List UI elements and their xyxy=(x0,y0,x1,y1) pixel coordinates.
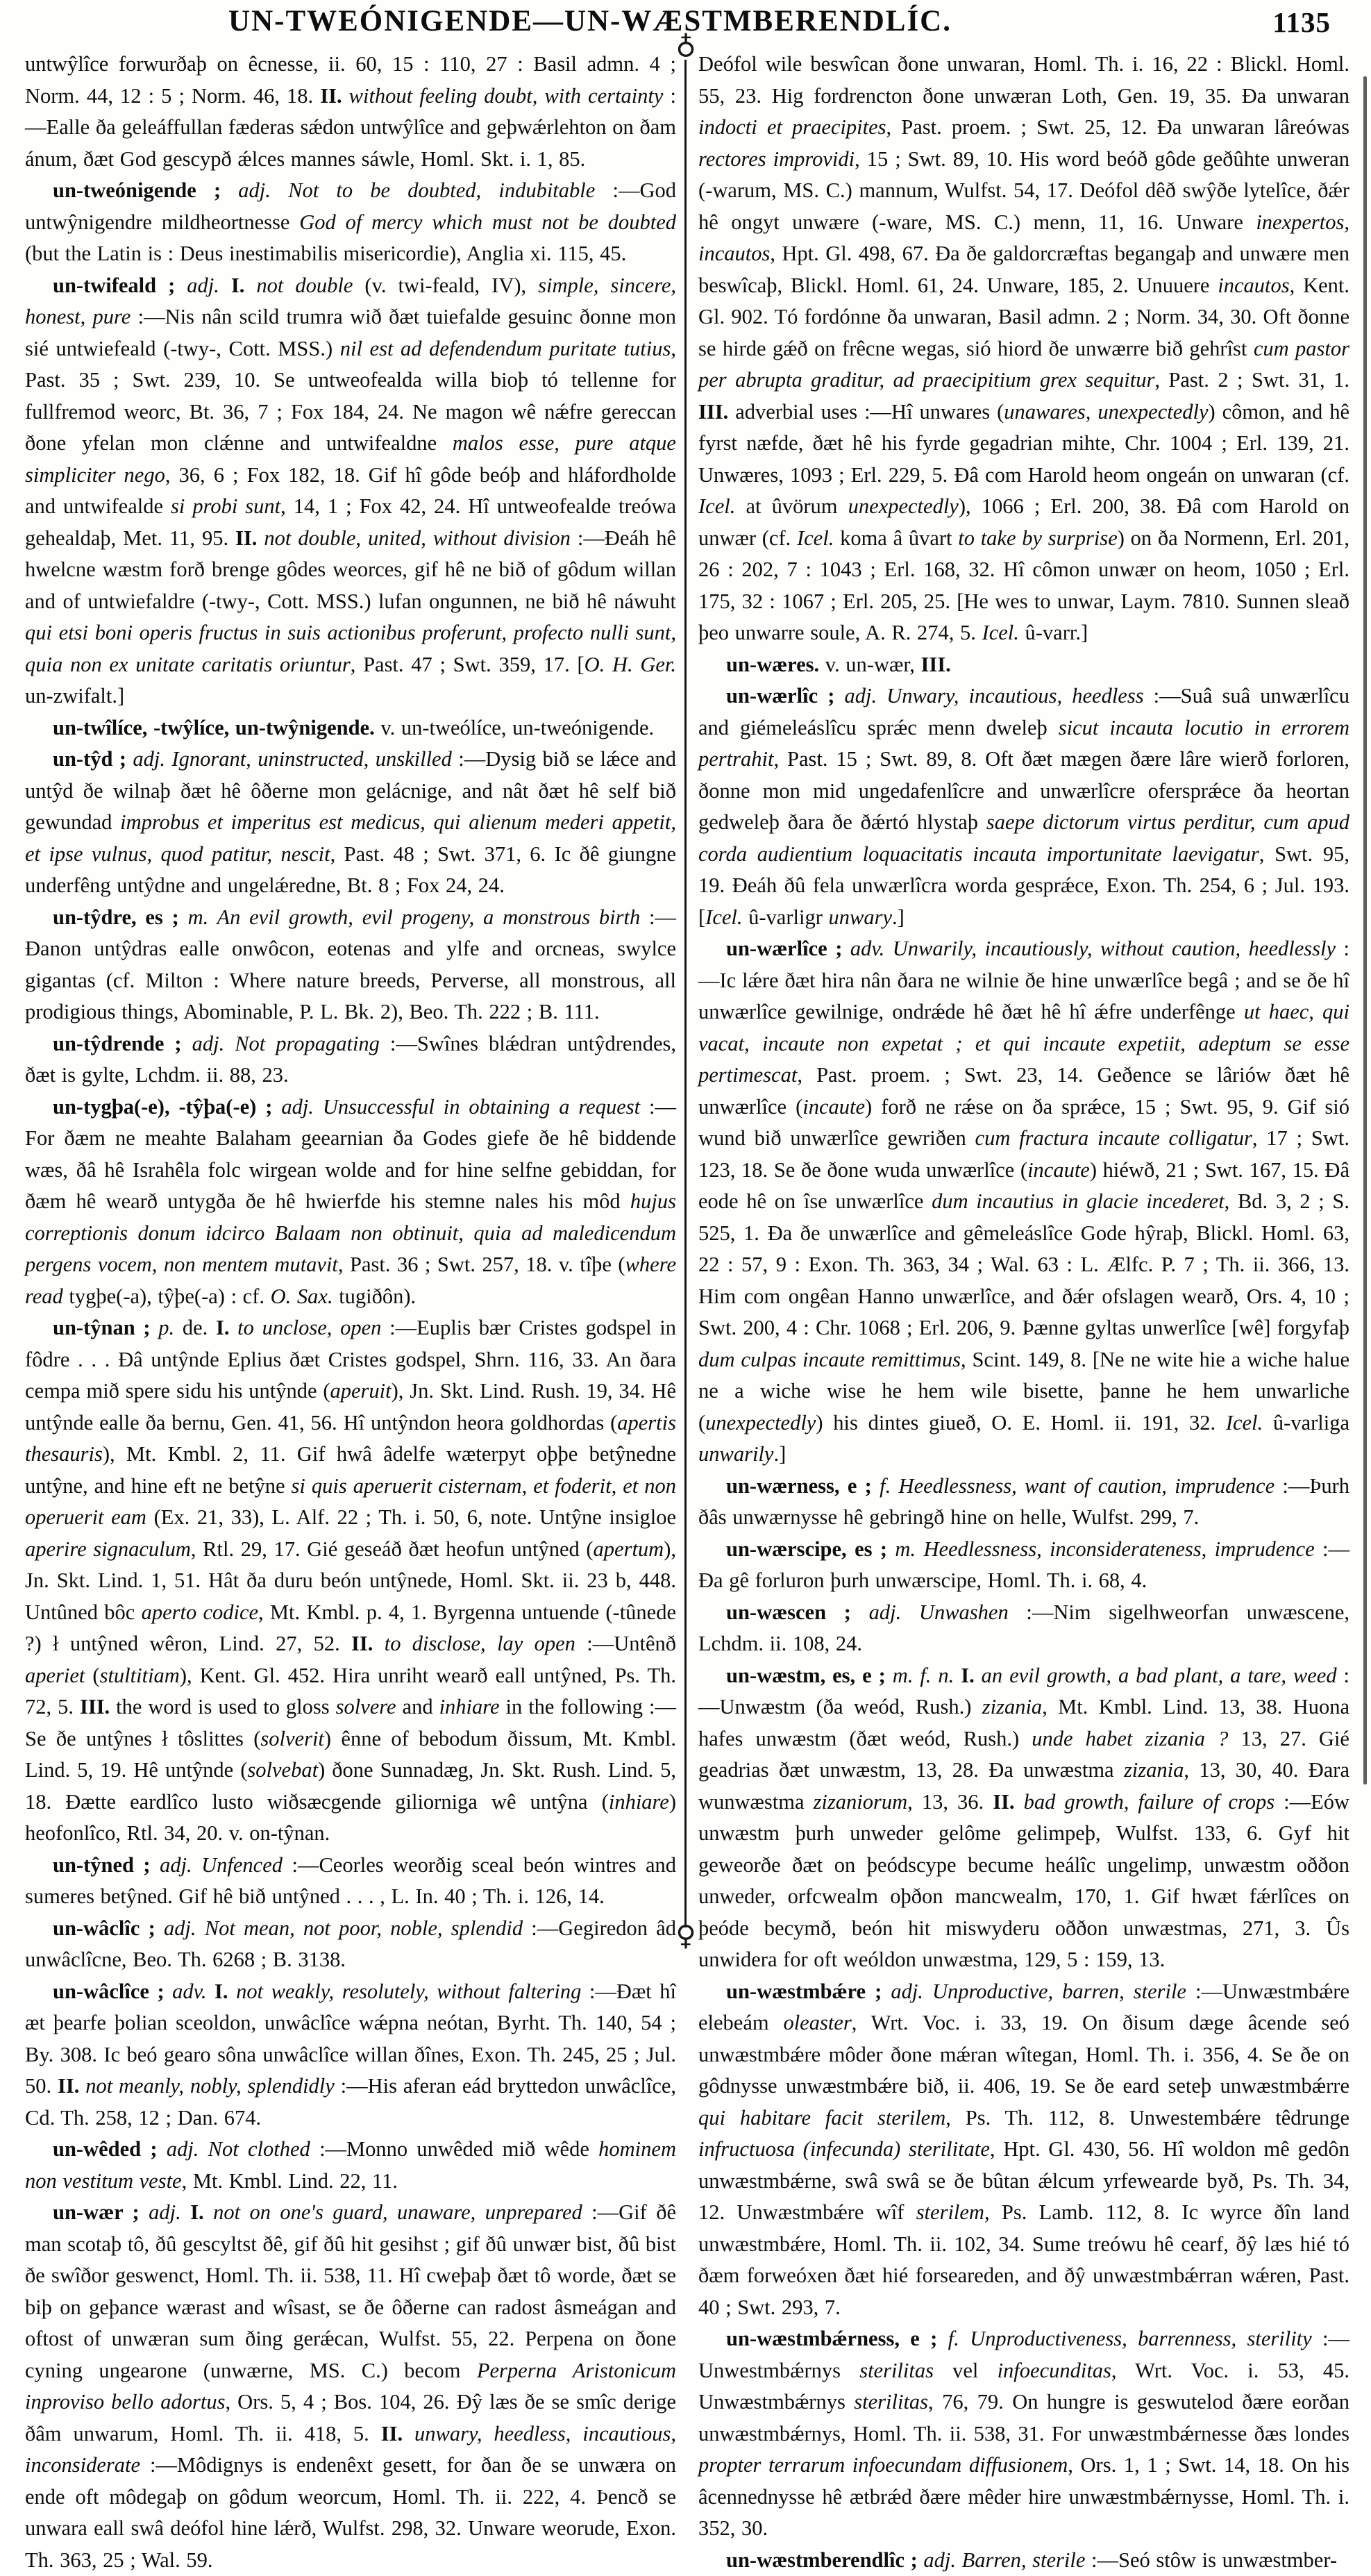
entry-headword: un-wæstmbǽre ; xyxy=(726,1980,891,2003)
italic-text-run: not double xyxy=(244,274,353,297)
dictionary-entry xyxy=(25,2197,676,2576)
dictionary-entry xyxy=(698,649,1349,681)
text-run: adverbial uses :—Hî unwares ( xyxy=(728,400,1004,424)
text-run: , Rtl. 29, 17. Gié geseáð ðæt heofun untŷned ( xyxy=(191,1537,594,1561)
text-run: , Swt. 95, 19. Ðeáh ðû fela unwærlîcra worda gesprǽce, Exon. Th. 254, 6 ; Jul. 193. [ xyxy=(698,842,1349,929)
italic-text-run: p. xyxy=(158,1316,174,1339)
text-run: 13, 27. Gié geadrias ðæt unwæstm, 13, 28. Ða unwæstma xyxy=(698,1727,1349,1782)
sense-numeral: II. xyxy=(351,1632,373,1655)
italic-text-run: O. Sax. xyxy=(271,1285,333,1308)
column-divider-rule xyxy=(684,60,687,1927)
text-run: , 13, 36. xyxy=(907,1790,993,1814)
italic-text-run: si quis aperuerit cisternam, et foderit, et non operuerit eam xyxy=(25,1474,676,1530)
italic-text-run: Icel. xyxy=(698,494,735,518)
italic-text-run: not on one's guard, unaware, unprepared xyxy=(204,2200,582,2224)
italic-text-run: f. Heedlessness, want of caution, imprudence xyxy=(880,1474,1275,1498)
text-run: v. un-wær, xyxy=(819,653,920,676)
italic-text-run: malos esse, pure atque simpliciter nego xyxy=(25,431,676,487)
page-header xyxy=(0,4,1180,38)
italic-text-run: adj. Unproductive, barren, sterile xyxy=(891,1980,1186,2003)
text-run: :—Suâ suâ unwærlîcu and giémeleáslîcu sprǽc menn dweleþ xyxy=(698,684,1349,739)
text-run: :—Euplis bær Cristes godspel in fôdre . . . Ðâ untŷnde Eplius ðæt Cristes godspel, Shrn. 116, 33. An ðara cempa mið spere sidu his untŷnde ( xyxy=(25,1316,676,1403)
italic-text-run: m. Heedlessness, inconsiderateness, imprudence xyxy=(895,1537,1314,1561)
dictionary-entry xyxy=(25,902,676,1028)
text-run: ) ênne of bebodum ðissum, Mt. Kmbl. Lind. 5, 19. Hê untŷnde ( xyxy=(25,1727,676,1782)
text-run: :—Ealle ða geleáffullan fæderas sǽdon untwŷlîce and geþwǽrlehton on ðam ánum, ðæt God gescypð ǽlces mannes sáwle, Homl. Skt. i. 1, 85. xyxy=(25,84,676,171)
text-run: , Mt. Kmbl. p. 4, 1. Byrgenna untuende (-tûnede ?) ł untŷned wêron, Lind. 27, 52. xyxy=(25,1600,676,1656)
italic-text-run: cum fractura incaute colligatur xyxy=(975,1126,1252,1150)
text-run: tygþe(-a), tŷþe(-a) : cf. xyxy=(63,1285,271,1308)
text-run: :—Nis nân scild trumra wið ðæt tuiefalde gesuinc ðonne mon sié untwiefeald (-twy-, Cott. MSS.) xyxy=(25,305,676,360)
text-run: , 17 ; Swt. 123, 18. Se ðe ðone wuda unwærlîce ( xyxy=(698,1126,1349,1182)
italic-text-run: adv. xyxy=(172,1980,215,2003)
text-run: ) ðone Sunnadæg, Jn. Skt. Rush. Lind. 5, 18. Ðætte eardlîco lusto wiðsæcgende giliorniga wê untŷna ( xyxy=(25,1758,676,1814)
dictionary-entry xyxy=(25,712,676,744)
entry-headword: un-wærness, e ; xyxy=(726,1474,880,1498)
italic-text-run: dum culpas incaute remittimus xyxy=(698,1348,961,1371)
italic-text-run: inexpertos, incautos xyxy=(698,210,1349,266)
text-run: , Ps. Lamb. 112, 8. Ic wyrce ðîn land unwæstmbǽre, Homl. Th. ii. 102, 34. Sume treówu hê cearf, ðŷ læs hié tó ðæm forweóxen ðæt hié forseareden, and ðŷ unwæstmbǽrran wǽren, Past. 40 ; Swt. 293, 7. xyxy=(698,2200,1349,2319)
sense-numeral: I. xyxy=(961,1664,975,1687)
text-run: ( xyxy=(85,1664,99,1687)
italic-text-run: adj. Unsuccessful in obtaining a request xyxy=(281,1095,640,1119)
text-run: :—For ðæm ne meahte Balaham geearnian ða Godes giefe ðe hê biddende wæs, ðâ hê Israhêla folc wirgean wolde and for hine selfne gebiddan, for ðæm hê wearð untygða ðe hê hwierfde his stemne nales his môd xyxy=(25,1095,676,1214)
scan-edge-shadow xyxy=(1363,76,1367,1784)
italic-text-run: Perperna Aristonicum inproviso bello adortus xyxy=(25,2359,676,2414)
italic-text-run: cum pastor per abrupta graditur, ad praecipitium grex sequitur xyxy=(698,337,1349,392)
italic-text-run: unwary xyxy=(828,905,892,929)
italic-text-run: aperto codice xyxy=(142,1600,258,1624)
italic-text-run: unexpectedly xyxy=(705,1411,816,1435)
italic-text-run: adj. Not to be doubted, indubitable xyxy=(238,178,595,202)
entry-headword: un-wær ; xyxy=(53,2200,149,2224)
text-run: û-varr.] xyxy=(1019,621,1088,644)
text-run: .] xyxy=(892,905,905,929)
italic-text-run: not weakly, resolutely, without faltering xyxy=(228,1980,582,2003)
entry-headword: un-wærscipe, es ; xyxy=(726,1537,895,1561)
text-run: û-varligr xyxy=(743,905,829,929)
italic-text-run: to unclose, open xyxy=(229,1316,381,1339)
italic-text-run: ut haec, qui vacat, incaute non expetat ; et qui incaute expetiit, adeptum se esse pertimescat xyxy=(698,1000,1349,1087)
text-run: :—Ceorles weorðig sceal beón wintres and sumeres betŷned. Gif hê bið untŷned . . . , L. In. 40 ; Th. i. 126, 14. xyxy=(25,1853,676,1909)
italic-text-run: solvere xyxy=(336,1695,396,1718)
dictionary-entry xyxy=(698,1976,1349,2324)
dictionary-entry xyxy=(698,1471,1349,1534)
italic-text-run: propter terrarum infoecundam diffusionem xyxy=(698,2453,1068,2477)
text-run: , Past. 35 ; Swt. 239, 10. Se untweofealda willa bioþ tó tellenne for fullfremod weorc, Bt. 36, 7 ; Fox 184, 24. Ne magon wê nǽfre gereccan ðone yfelan mon clǽnne and untwifealdne xyxy=(25,337,676,455)
sense-numeral: III. xyxy=(80,1695,110,1718)
italic-text-run: hujus correptionis donum idcirco Balaam non obtinuit, quia ad maledicendum pergens vocem, non mentem mutavit xyxy=(25,1189,676,1276)
entry-headword: un-tŷned ; xyxy=(53,1853,160,1877)
italic-text-run: unwary, heedless, incautious, inconsiderate xyxy=(25,2422,676,2477)
text-run: , Hpt. Gl. 430, 56. Hî woldon mê gedôn unwæstmbǽrne, swâ swâ se ðe bûtan ǽlcum yrfewearde byð, Ps. Th. 34, 12. Unwæstmbǽre wîf xyxy=(698,2137,1349,2224)
italic-text-run: Icel. xyxy=(1226,1411,1263,1435)
column-right xyxy=(698,49,1349,1965)
italic-text-run: adj. xyxy=(149,2200,190,2224)
italic-text-run: unexpectedly xyxy=(848,494,959,518)
italic-text-run: adj. Barren, sterile xyxy=(923,2548,1085,2572)
italic-text-run: f. Unproductiveness, barrenness, sterility xyxy=(948,2327,1312,2350)
dictionary-entry xyxy=(25,1976,676,2134)
sense-numeral: II. xyxy=(235,526,257,550)
italic-text-run: stultitiam xyxy=(100,1664,180,1687)
text-run: , Wrt. Voc. i. 53, 45. Unwæstmbǽrnys xyxy=(698,2359,1349,2414)
text-run: :—Þurh ðâs unwærnysse hê gebringð hine on helle, Wulfst. 299, 7. xyxy=(698,1474,1349,1530)
italic-text-run: infructuosa (infecunda) sterilitate xyxy=(698,2137,990,2161)
text-run: (but the Latin is : Deus inestimabilis misericordie), Anglia xi. 115, 45. xyxy=(25,242,626,265)
text-run: , 15 ; Swt. 89, 10. His word beóð gôde geðûhte unweran (-warum, MS. C.) mannum, Wulfst. 54, 17. Deófol dêð swŷðe lytelîce, ðǽr hê ongyt unwære (-ware, MS. C.) menn, 11, 16. Unware xyxy=(698,147,1349,234)
dictionary-entry xyxy=(25,1850,676,1913)
italic-text-run: adj. Ignorant, uninstructed, unskilled xyxy=(133,747,451,771)
dictionary-entry xyxy=(25,744,676,902)
italic-text-run: O. H. Ger. xyxy=(584,653,676,676)
text-run: :—Unwæstmbǽre elebeám xyxy=(698,1980,1349,2035)
italic-text-run: unawares, unexpectedly xyxy=(1004,400,1208,424)
text-run: , Ors. 1, 1 ; Swt. 14, 18. On his âcennednysse hê ætbrǽd ðære mêder hire unwæstmbǽrnysse, Homl. Th. i. 352, 30. xyxy=(698,2453,1349,2540)
dictionary-entry xyxy=(698,1534,1349,1597)
text-run: :—Swînes blǽdran untŷdrendes, ðæt is gylte, Lchdm. ii. 88, 23. xyxy=(25,1032,676,1087)
sense-numeral: I. xyxy=(231,274,245,297)
dictionary-entry xyxy=(698,1597,1349,1660)
italic-text-run: aperuit xyxy=(330,1379,392,1403)
text-run: untwŷlîce forwurðaþ on êcnesse, ii. 60, 15 : 110, 27 : Basil admn. 4 ; Norm. 44, 12 : 5 ; Norm. 46, 18. xyxy=(25,52,676,108)
continuation-paragraph xyxy=(698,49,1349,649)
italic-text-run: adj. Not mean, not poor, noble, splendid xyxy=(164,1916,523,1940)
text-run: , Bd. 3, 2 ; S. 525, 1. Ða ðe unwærlîce and gêmeleáslîce Gode hŷraþ, Blickl. Homl. 63, 22 : 57, 9 : Exon. Th. 363, 34 ; Wal. 63 : L. Ælfc. P. 7 ; Th. ii. 366, 13. Him com ongêan Hanno unwærlîce, and ðǽr ofslagen wearð, Ors. 4, 10 ; Swt. 200, 4 : Chr. 1068 ; Erl. 206, 9. Þænne gyltas unwerlîce [wê] forgyfaþ xyxy=(698,1189,1349,1339)
text-run: :—Ðeáh hê hwelcne wæstm forð brenge gôdes weorces, gif hê ne bið of gôdum willan and of untwiefaldre (-twy-, Cott. MSS.) lufan ongunnen, ne bið hê náwuht xyxy=(25,526,676,613)
italic-text-run: unwarily xyxy=(698,1442,773,1466)
printer-register-mark-icon: ♁ xyxy=(669,1923,703,1951)
text-run: the word is used to gloss xyxy=(110,1695,335,1718)
text-run: , Past. 48 ; Swt. 371, 6. Ic ðê giungne underfêng untŷdne and ungelǽredne, Bt. 8 ; Fox 24, 24. xyxy=(25,842,676,898)
text-run: ) his dintes giueð, O. E. Homl. ii. 191, 32. xyxy=(816,1411,1225,1435)
text-run: :—Ðanon untŷdras ealle onwôcon, eotenas and ylfe and orcneas, swylce gigantas (cf. Milton : Where nature breeds, Perverse, all monstrous, all prodigious things, Abominable, P. L. Bk. 2), Beo. Th. 222 ; B. 111. xyxy=(25,905,676,1024)
italic-text-run: oleaster xyxy=(783,2011,851,2034)
text-run: :—Gif ðê man scotaþ tô, ðû gescyltst ðê, gif ðû hit gesihst ; gif ðû unwær bist, ðû bist ðe swîðor geswenct, Homl. Th. ii. 538, 11. Hî cweþaþ ðæt tô worde, ðæt se biþ on geþance wærast and wîsast, se ðe ôðerne can radost âsmeágan and oftost of unwæran sum ðing gerǽcan, Wulfst. 55, 22. Perpena on ðone cyning ungearone (unwærne, MS. C.) becom xyxy=(25,2200,676,2382)
dictionary-entry xyxy=(698,933,1349,1471)
italic-text-run: zizania xyxy=(982,1695,1042,1718)
dictionary-entry xyxy=(25,270,676,712)
text-run: :—Gegiredon âd unwâclîcne, Beo. Th. 6268 ; B. 3138. xyxy=(25,1916,676,1972)
entry-headword: un-tygþa(-e), -tŷþa(-e) ; xyxy=(53,1095,281,1119)
text-run: un-zwifalt.] xyxy=(25,684,124,708)
text-run: in the following :—Se ðe untŷnes ł tôslittes ( xyxy=(25,1695,676,1750)
text-run: ) heofonlîco, Rtl. 34, 20. v. on-tŷnan. xyxy=(25,1790,676,1846)
entry-headword: un-tŷd ; xyxy=(53,747,133,771)
text-run: , 13, 30, 40. Ðara wunwæstma xyxy=(698,1758,1349,1814)
italic-text-run: adj. Unfenced xyxy=(160,1853,283,1877)
text-run: ) forð ne rǽse on ða sprǽce, 15 ; Swt. 95, 9. Gif sió wund bið unwærlîce gewriðen xyxy=(698,1095,1349,1151)
entry-headword: un-tweónigende ; xyxy=(53,178,238,202)
italic-text-run: indocti et praecipites xyxy=(698,115,886,139)
italic-text-run: bad growth, failure of crops xyxy=(1015,1790,1275,1814)
entry-headword: un-wæstmberendlîc ; xyxy=(726,2548,923,2572)
text-run: :—Untênð xyxy=(575,1632,676,1655)
italic-text-run: where read xyxy=(25,1253,676,1308)
page-title: UN-TWEÓNIGENDE—UN-WÆSTMBERENDLÍC. xyxy=(228,5,952,37)
italic-text-run: sicut incauta locutio in errorem pertrahit xyxy=(698,716,1349,771)
text-run: , 14, 1 ; Fox 42, 24. Hî untweofealde treówa gehealdaþ, Met. 11, 95. xyxy=(25,494,676,550)
dictionary-entry xyxy=(698,1660,1349,1976)
dictionary-entry xyxy=(698,2545,1349,2576)
text-run: vel xyxy=(934,2359,998,2382)
text-run: de. xyxy=(174,1316,216,1339)
entry-headword: un-wærlîc ; xyxy=(726,684,844,708)
italic-text-run: solvebat xyxy=(247,1758,318,1782)
italic-text-run: sterilem xyxy=(916,2200,984,2224)
entry-headword: un-wærlîce ; xyxy=(726,937,850,960)
sense-numeral: II. xyxy=(993,1790,1014,1814)
dictionary-entry xyxy=(698,680,1349,933)
text-run: :—Ic lǽre ðæt hira nân ðara ne wilnie ðe hine unwærlîce begâ ; and se ðe hî unwærlîce gewilnige, ondrǽde hê ðæt hê hî ǽfre underfênge xyxy=(698,937,1349,1023)
italic-text-run: unde habet zizania ? xyxy=(1032,1727,1228,1750)
text-run: , Ors. 5, 4 ; Bos. 104, 26. Ðŷ læs ðe se smîc derige ðâm unwarum, Homl. Th. ii. 418, 5. xyxy=(25,2390,676,2445)
text-run: , Hpt. Gl. 498, 67. Ða ðe galdorcræftas begangaþ and unwære men beswîcaþ, Blickl. Homl. 61, 24. Unware, 185, 2. Unuuere xyxy=(698,242,1349,297)
sense-numeral: I. xyxy=(216,1316,230,1339)
text-run: v. un-tweólíce, un-tweónigende. xyxy=(375,716,654,739)
sense-numeral: II. xyxy=(58,2074,79,2098)
text-run: , Wrt. Voc. i. 33, 19. On ðisum dæge âcende seó unwæstmbǽre môder ðone mǽran wîtegan, Homl. Th. i. 356, 4. Se ðe on gôdnysse unwæstmbǽre bið, ii. 406, 19. Se ðe eard seteþ unwæstmbǽrre xyxy=(698,2011,1349,2098)
italic-text-run: infoecunditas xyxy=(998,2359,1111,2382)
italic-text-run: qui habitare facit sterilem xyxy=(698,2106,945,2130)
column-left xyxy=(25,49,676,1965)
italic-text-run: adj. Not propagating xyxy=(192,1032,380,1055)
text-run: :—Eów unwæstm þurh unweder gelôme gelimpeþ, Wulfst. 133, 6. Gyf hit geweorðe ðæt on þeódscype becume heálîc ungelimp, unwæstm oððon unweder, orfcwealm oþðon mancwealm, 170, 1. Gif hwæt fǽrlîces on þeóde becymð, beón hit miswyderu oððon unwæstmas, 271, 3. Ûs unwidera for oft weóldon unwæstma, 129, 5 : 159, 13. xyxy=(698,1790,1349,1972)
entry-headword: un-wæstmbǽrness, e ; xyxy=(726,2327,948,2350)
dictionary-entry xyxy=(25,1028,676,1092)
sense-numeral: II. xyxy=(381,2422,403,2445)
text-run: ), Kent. Gl. 452. Hira unriht wearð eall untŷned, Ps. Th. 72, 5. xyxy=(25,1664,676,1719)
dictionary-entry xyxy=(25,1913,676,1976)
text-run: koma â ûvart xyxy=(834,526,958,550)
italic-text-run: zizania xyxy=(1124,1758,1184,1782)
italic-text-run: not double, united, without division xyxy=(257,526,570,550)
entry-headword: un-wâclîc ; xyxy=(53,1916,164,1940)
italic-text-run: without feeling doubt, with certainty xyxy=(342,84,664,108)
italic-text-run: m. An evil growth, evil progeny, a monstrous birth xyxy=(188,905,641,929)
italic-text-run: Icel. xyxy=(705,905,742,929)
entry-headword: un-tŷnan ; xyxy=(53,1316,158,1339)
entry-headword: un-tŷdre, es ; xyxy=(53,905,188,929)
italic-text-run: simple, sincere, honest, pure xyxy=(25,274,676,329)
italic-text-run: incautos xyxy=(1218,274,1289,297)
text-run: , 36, 6 ; Fox 182, 18. Gif hî gôde beóþ and hláfordholde and untwifealde xyxy=(25,463,676,519)
text-run: ), Jn. Skt. Lind. Rush. 19, 34. Hê untŷnde ealle ða bernu, Gen. 41, 56. Hî untŷndon heora goldhordas ( xyxy=(25,1379,676,1435)
text-run: ) hiéwð, 21 ; Swt. 167, 15. Ðâ eode hê on îse unwærlîce xyxy=(698,1158,1349,1214)
italic-text-run: adv. Unwarily, incautiously, without caution, heedlessly xyxy=(850,937,1336,960)
italic-text-run: saepe dictorum virtus perditur, cum apud corda audientium loquacitatis incauta importunitate laevigatur xyxy=(698,810,1349,866)
dictionary-entry xyxy=(698,2323,1349,2545)
italic-text-run: apertum xyxy=(594,1537,664,1561)
dictionary-entry xyxy=(25,1092,676,1313)
italic-text-run: zizaniorum xyxy=(814,1790,908,1814)
dictionary-entry xyxy=(25,1312,676,1850)
text-run: ) cômon, and hê fyrst næfde, ðæt hê his fyrde gegadrian mihte, Chr. 1004 ; Erl. 139, 21. Unwæres, 1093 ; Erl. 229, 5. Ðâ com Harold heom ongeán on unwaran (cf. xyxy=(698,400,1349,487)
entry-headword: un-wæstm, es, e ; xyxy=(726,1664,893,1687)
italic-text-run: m. f. n. xyxy=(893,1664,961,1687)
italic-text-run: qui etsi boni operis fructus in suis actionibus proferunt, profecto nulli sunt, quia non ex unitate caritatis oriuntur xyxy=(25,621,676,676)
italic-text-run: an evil growth, a bad plant, a tare, weed xyxy=(975,1664,1337,1687)
entry-headword: un-wêded ; xyxy=(53,2137,167,2161)
entry-headword: un-wâclîce ; xyxy=(53,1980,172,2003)
text-run: , Mt. Kmbl. Lind. 13, 38. Huona hafes unwæstm (ðæt weód, Rush.) xyxy=(698,1695,1349,1750)
text-run: , Ps. Th. 112, 8. Unwestembǽre têdrunge xyxy=(945,2106,1349,2130)
italic-text-run: hominem non vestitum veste xyxy=(25,2137,676,2193)
italic-text-run: adj. Unwary, incautious, heedless xyxy=(844,684,1143,708)
italic-text-run: adj. Unwashen xyxy=(869,1600,1009,1624)
text-run: :—Monno unwêded mið wêde xyxy=(310,2137,598,2161)
text-run: :—Dysig bið se lǽce and untŷd ðe wilnaþ ðæt hê ôðerne mon gelácnige, and nât ðæt hê self bið gewundad xyxy=(25,747,676,834)
text-run: ), Mt. Kmbl. 2, 11. Gif hwâ âdelfe wæterpyt oþþe betŷnedne untŷne, and hine eft ne betŷne xyxy=(25,1442,676,1498)
italic-text-run: nil est ad defendendum puritate tutius xyxy=(340,337,671,360)
text-run: :—Ðæt hî æt þearfe þolian sceoldon, unwâclîce wǽpna neótan, Byrht. Th. 140, 54 ; By. 308. Ic beó gearo sôna unwâclîce willan ðînes, Exon. Th. 245, 25 ; Jul. 50. xyxy=(25,1980,676,2098)
text-run: :—Ða gê forluron þurh unwærscipe, Homl. Th. i. 68, 4. xyxy=(698,1537,1349,1593)
text-run: at ûvörum xyxy=(735,494,848,518)
text-run: Deófol wile beswîcan ðone unwaran, Homl. Th. i. 16, 22 : Blickl. Homl. 55, 23. Hig fordrencton ðone unwæran Loth, Gen. 19, 35. Ða unwaran xyxy=(698,52,1349,108)
italic-text-run: apertis thesauris xyxy=(25,1411,676,1466)
text-run: .] xyxy=(773,1442,786,1466)
printer-register-mark-icon: ♁ xyxy=(669,31,703,58)
text-run: , Past. 47 ; Swt. 359, 17. [ xyxy=(351,653,584,676)
dictionary-entry xyxy=(25,175,676,270)
sense-numeral: II. xyxy=(320,84,342,108)
italic-text-run: Icel. xyxy=(982,621,1019,644)
italic-text-run: inhiare xyxy=(439,1695,500,1718)
italic-text-run: aperiet xyxy=(25,1664,85,1687)
italic-text-run: adj. Not clothed xyxy=(167,2137,310,2161)
text-run: :—Unwestmbǽrnys xyxy=(698,2327,1349,2382)
italic-text-run: si probi sunt xyxy=(171,494,280,518)
page-number: 1135 xyxy=(1272,6,1331,39)
italic-text-run: dum incautius in glacie incederet xyxy=(932,1189,1225,1213)
entry-headword: un-tŷdrende ; xyxy=(53,1032,192,1055)
sense-numeral: I. xyxy=(215,1980,228,2003)
italic-text-run: rectores improvidi xyxy=(698,147,855,171)
italic-text-run: solverit xyxy=(260,1727,324,1750)
text-run: :—Seó stôw is unwæstmber- xyxy=(1085,2548,1337,2572)
italic-text-run: sterilitas xyxy=(859,2359,934,2382)
text-run: , Past. proem. ; Swt. 25, 12. Ða unwaran lâreówas xyxy=(886,115,1349,139)
text-run: ) on ða Normenn, Erl. 201, 26 : 202, 7 : 1043 ; Erl. 168, 32. Hî cômon unwær on heom, 1050 ; Erl. 175, 32 : 1067 ; Erl. 205, 25. [He wes to unwar, Laym. 7810. Sunnen sleað þeo unwarre soule, A. R. 274, 5. xyxy=(698,526,1349,645)
text-run: and xyxy=(396,1695,439,1718)
sense-numeral: III. xyxy=(698,400,728,424)
entry-headword: un-wæscen ; xyxy=(726,1600,869,1624)
text-run: :—His aferan eád bryttedon unwâclîce, Cd. Th. 258, 12 ; Dan. 674. xyxy=(25,2074,676,2130)
italic-text-run: to take by surprise xyxy=(958,526,1118,550)
text-run: (v. twi-feald, IV), xyxy=(353,274,538,297)
text-run: tugiðôn). xyxy=(333,1285,417,1308)
italic-text-run: inhiare xyxy=(609,1790,669,1814)
italic-text-run: incaute xyxy=(802,1095,865,1119)
text-run: , Scint. 149, 8. [Ne ne wite hie a wiche halue ne a wiche wise he hem wile bisette, þanne he hem unwarliche ( xyxy=(698,1348,1349,1435)
italic-text-run: Icel. xyxy=(797,526,834,550)
text-run: :—Môdignys is endenêxt gesett, for ðan ðe se unwæra on ende oft môdegaþ on gôdum weorcum, Homl. Th. ii. 222, 4. Þencð se unwara eall swâ deófol hine lǽrð, Wulfst. 298, 32. Unware weorude, Exon. Th. 363, 25 ; Wal. 59. xyxy=(25,2453,676,2572)
text-run: :—God untwŷnigendre mildheortnesse xyxy=(25,178,676,234)
text-run: , Mt. Kmbl. Lind. 22, 11. xyxy=(182,2169,398,2193)
sense-numeral: III. xyxy=(921,653,951,676)
entry-headword: un-wæres. xyxy=(726,653,819,676)
italic-text-run: aperire signaculum xyxy=(25,1537,191,1561)
text-run: , Kent. Gl. 902. Tó fordónne ða unwaran, Basil admn. 2 ; Norm. 34, 30. Oft ðonne se hirde gǽð on frêcne wegas, sió hiord ðe unwærre bið gehrîst xyxy=(698,274,1349,360)
italic-text-run: incaute xyxy=(1027,1158,1090,1182)
italic-text-run: adj. xyxy=(187,274,231,297)
text-run: :—Unwæstm (ða weód, Rush.) xyxy=(698,1664,1349,1719)
text-run: ), Jn. Skt. Lind. 1, 51. Hât ða duru beón untŷnede, Homl. Skt. ii. 23 b, 448. Untûned bôc xyxy=(25,1537,676,1624)
text-run: :—Nim sigelhweorfan unwæscene, Lchdm. ii. 108, 24. xyxy=(698,1600,1349,1656)
italic-text-run: God of mercy which must not be doubted xyxy=(299,210,676,234)
italic-text-run: to disclose, lay open xyxy=(373,1632,575,1655)
continuation-paragraph xyxy=(25,49,676,175)
dictionary-entry xyxy=(25,2134,676,2197)
entry-headword: un-twîlíce, -twŷlíce, un-twŷnigende. xyxy=(53,716,375,739)
text-run: , Past. proem. ; Swt. 23, 14. Geðence se lâriów ðæt hê unwærlîce ( xyxy=(698,1063,1349,1119)
text-run: , Past. 15 ; Swt. 89, 8. Oft ðæt mægen ðære lâre wierð forloren, ðonne mon mid ungedafenlîcre and unwærlîcre ofersprǽce ða heortan gedweleþ ðara ðe ðǽrtó hlystaþ xyxy=(698,747,1349,834)
text-run: û-varliga xyxy=(1263,1411,1349,1435)
text-run: , Past. 36 ; Swt. 257, 18. v. tîþe ( xyxy=(338,1253,625,1276)
italic-text-run: not meanly, nobly, splendidly xyxy=(79,2074,334,2098)
sense-numeral: I. xyxy=(190,2200,204,2224)
italic-text-run: improbus et imperitus est medicus, qui alienum mederi appetit, et ipse vulnus, quod patitur, nescit xyxy=(25,810,676,866)
italic-text-run: sterilitas xyxy=(854,2390,928,2414)
text-run: , Past. 2 ; Swt. 31, 1. xyxy=(1154,368,1349,392)
text-run: ), 1066 ; Erl. 200, 38. Ðâ com Harold on unwær (cf. xyxy=(698,494,1349,550)
entry-headword: un-twifeald ; xyxy=(53,274,187,297)
text-run: , 76, 79. On hungre is geswutelod ðære eorðan unwæstmbǽrnys, Homl. Th. ii. 538, 31. For unwæstmbǽrnesse ðæs londes xyxy=(698,2390,1349,2445)
text-run: (Ex. 21, 33), L. Alf. 22 ; Th. i. 50, 6, note. Untŷne insigloe xyxy=(146,1505,676,1529)
